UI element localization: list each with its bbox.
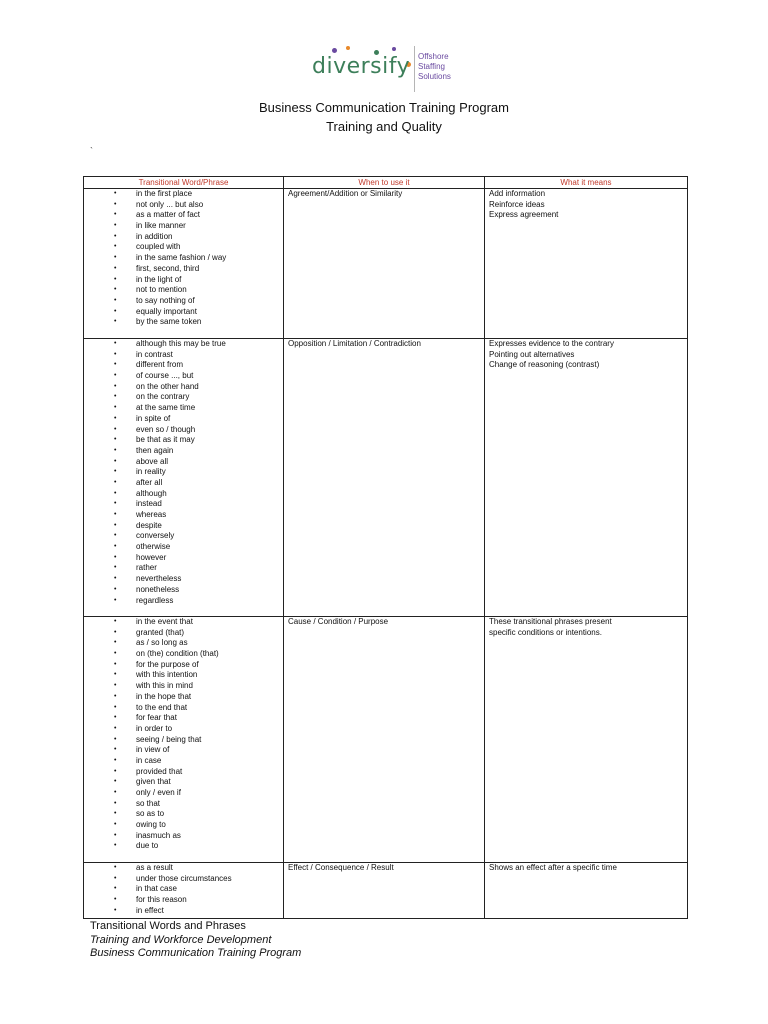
meaning-line: Add information	[489, 189, 546, 198]
list-item: • in the event that	[84, 617, 283, 628]
logo-dot-icon	[392, 47, 396, 51]
meaning-text	[485, 339, 687, 371]
column-header: What it means	[485, 177, 688, 189]
table-row	[84, 617, 688, 863]
transitional-phrases-table	[83, 176, 688, 919]
logo-dot-icon	[332, 48, 337, 53]
list-item: • seeing / being that	[84, 735, 283, 746]
meaning-line: Express agreement	[489, 210, 559, 220]
table-row	[84, 189, 688, 339]
logo-subtitle: Offshore Staffing Solutions	[418, 52, 451, 81]
list-item: • rather	[84, 563, 283, 574]
table-header-row	[84, 177, 688, 189]
list-item: • although	[84, 489, 283, 500]
meaning-cell	[485, 189, 688, 339]
list-item: • in the light of	[84, 275, 283, 286]
list-item: • on the other hand	[84, 382, 283, 393]
meaning-cell	[485, 617, 688, 863]
list-item: • as a matter of fact	[84, 210, 283, 221]
meaning-line: Reinforce ideas	[489, 199, 545, 209]
usage-text: Agreement/Addition or Similarity	[288, 189, 403, 198]
list-item: • in reality	[84, 467, 283, 478]
list-item: • on the contrary	[84, 392, 283, 403]
meaning-text	[485, 863, 687, 874]
usage-cell	[284, 863, 485, 919]
phrase-cell	[84, 189, 284, 339]
meaning-text	[485, 617, 687, 638]
page-title: Business Communication Training Program	[259, 100, 509, 115]
list-item: • conversely	[84, 531, 283, 542]
list-item: • nonetheless	[84, 585, 283, 596]
usage-cell	[284, 189, 485, 339]
list-item: • despite	[84, 521, 283, 532]
company-logo	[312, 46, 472, 92]
list-item: • only / even if	[84, 788, 283, 799]
list-item: • in the hope that	[84, 692, 283, 703]
list-item: • so as to	[84, 809, 283, 820]
list-item: • so that	[84, 799, 283, 810]
list-item: • otherwise	[84, 542, 283, 553]
usage-text: Opposition / Limitation / Contradiction	[288, 339, 421, 348]
list-item: • after all	[84, 478, 283, 489]
list-item: • even so / though	[84, 425, 283, 436]
phrase-list	[84, 863, 283, 916]
list-item: • with this in mind	[84, 681, 283, 692]
list-item: • inasmuch as	[84, 831, 283, 842]
list-item: • regardless	[84, 596, 283, 607]
meaning-line: These transitional phrases present	[489, 617, 612, 626]
usage-text: Cause / Condition / Purpose	[288, 617, 389, 626]
list-item: • although this may be true	[84, 339, 283, 350]
meaning-line: Change of reasoning (contrast)	[489, 360, 600, 370]
meaning-line: Shows an effect after a specific time	[489, 863, 617, 872]
list-item: • for the purpose of	[84, 660, 283, 671]
list-item: • whereas	[84, 510, 283, 521]
list-item: • granted (that)	[84, 628, 283, 639]
list-item: • equally important	[84, 307, 283, 318]
list-item: • of course ..., but	[84, 371, 283, 382]
list-item: • given that	[84, 777, 283, 788]
list-item: • owing to	[84, 820, 283, 831]
table-row	[84, 863, 688, 919]
list-item: • in case	[84, 756, 283, 767]
list-item: • in the first place	[84, 189, 283, 200]
list-item: • not only ... but also	[84, 200, 283, 211]
list-item: • as / so long as	[84, 638, 283, 649]
footer-program: Business Communication Training Program	[90, 947, 302, 959]
list-item: • at the same time	[84, 403, 283, 414]
phrase-list	[84, 617, 283, 852]
list-item: • to say nothing of	[84, 296, 283, 307]
usage-text: Effect / Consequence / Result	[288, 863, 394, 872]
list-item: • in like manner	[84, 221, 283, 232]
list-item: • as a result	[84, 863, 283, 874]
list-item: • in addition	[84, 232, 283, 243]
table-row	[84, 339, 688, 617]
list-item: • on (the) condition (that)	[84, 649, 283, 660]
list-item: • in order to	[84, 724, 283, 735]
list-item: • in effect	[84, 906, 283, 917]
list-item: • not to mention	[84, 285, 283, 296]
meaning-text	[485, 189, 687, 221]
logo-divider	[414, 46, 415, 92]
list-item: • nevertheless	[84, 574, 283, 585]
list-item: • first, second, third	[84, 264, 283, 275]
list-item: • different from	[84, 360, 283, 371]
list-item: • coupled with	[84, 242, 283, 253]
phrase-cell	[84, 339, 284, 617]
list-item: • under those circumstances	[84, 874, 283, 885]
stray-mark: `	[90, 146, 93, 156]
phrase-cell	[84, 863, 284, 919]
list-item: • then again	[84, 446, 283, 457]
list-item: • provided that	[84, 767, 283, 778]
list-item: • due to	[84, 841, 283, 852]
phrase-list	[84, 339, 283, 606]
list-item: • above all	[84, 457, 283, 468]
list-item: • to the end that	[84, 703, 283, 714]
usage-cell	[284, 617, 485, 863]
list-item: • for fear that	[84, 713, 283, 724]
list-item: • instead	[84, 499, 283, 510]
logo-wordmark: diversify	[312, 54, 411, 79]
list-item: • in contrast	[84, 350, 283, 361]
meaning-cell	[485, 863, 688, 919]
list-item: • with this intention	[84, 670, 283, 681]
usage-cell	[284, 339, 485, 617]
meaning-line: Pointing out alternatives	[489, 349, 575, 359]
list-item: • be that as it may	[84, 435, 283, 446]
list-item: • however	[84, 553, 283, 564]
logo-dot-icon	[346, 46, 350, 50]
meaning-line: specific conditions or intentions.	[489, 627, 602, 637]
phrase-list	[84, 189, 283, 328]
meaning-cell	[485, 339, 688, 617]
list-item: • in that case	[84, 884, 283, 895]
column-header: Transitional Word/Phrase	[84, 177, 284, 189]
list-item: • by the same token	[84, 317, 283, 328]
meaning-line: Expresses evidence to the contrary	[489, 339, 614, 348]
list-item: • in spite of	[84, 414, 283, 425]
footer-department: Training and Workforce Development	[90, 934, 272, 946]
footer-doc-title: Transitional Words and Phrases	[90, 920, 246, 932]
phrase-cell	[84, 617, 284, 863]
list-item: • for this reason	[84, 895, 283, 906]
page-subtitle: Training and Quality	[326, 119, 442, 134]
column-header: When to use it	[284, 177, 485, 189]
list-item: • in view of	[84, 745, 283, 756]
list-item: • in the same fashion / way	[84, 253, 283, 264]
